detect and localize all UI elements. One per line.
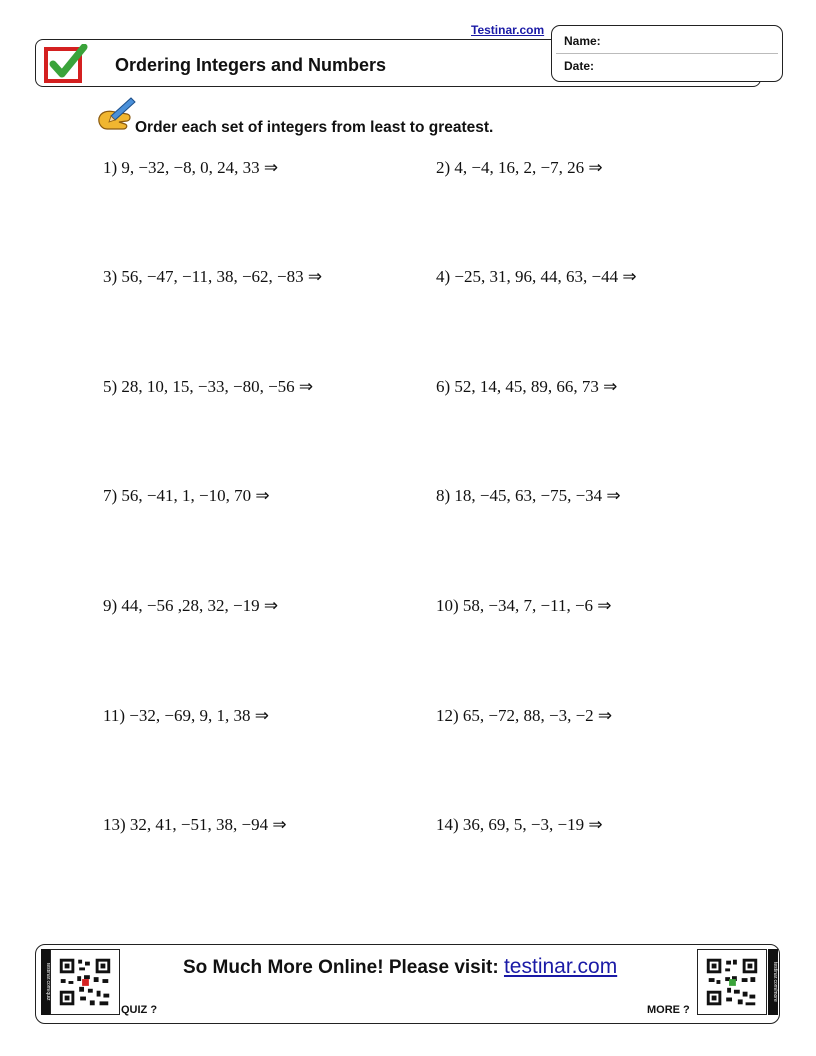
footer-message [183,955,617,979]
problem-5: 5) 28, 10, 15, −33, −80, −56 ⇒ [103,377,314,396]
checkbox-icon [44,44,88,84]
more-label: MORE ? [647,1004,690,1016]
problem-10: 10) 58, −34, 7, −11, −6 ⇒ [436,596,612,615]
right-qr-side-label: testinar.com/more [768,949,778,1015]
right-qr-code-icon[interactable] [697,949,767,1015]
quiz-label: QUIZ ? [121,1004,158,1016]
instruction-text: Order each set of integers from least to greatest. [135,119,494,136]
left-qr-code-icon[interactable] [50,949,120,1015]
worksheet-title: Ordering Integers and Numbers [115,55,387,75]
problem-6: 6) 52, 14, 45, 89, 66, 73 ⇒ [436,377,618,396]
name-field-label[interactable]: Name: [564,34,601,48]
problem-12: 12) 65, −72, 88, −3, −2 ⇒ [436,706,613,725]
pencil-hand-icon [97,96,137,134]
problem-13: 13) 32, 41, −51, 38, −94 ⇒ [103,815,287,834]
problem-2: 2) 4, −4, 16, 2, −7, 26 ⇒ [436,158,603,177]
footer-testinar-link[interactable]: testinar.com [503,955,618,978]
left-qr-side-label: testinar.com/quiz [41,949,51,1015]
problem-8: 8) 18, −45, 63, −75, −34 ⇒ [436,486,621,505]
problem-7: 7) 56, −41, 1, −10, 70 ⇒ [103,486,270,505]
problem-9: 9) 44, −56 ,28, 32, −19 ⇒ [103,596,279,615]
date-field-label[interactable]: Date: [564,59,595,73]
problem-1: 1) 9, −32, −8, 0, 24, 33 ⇒ [103,158,279,177]
testinar-link[interactable]: Testinar.com [471,23,545,37]
name-date-box [551,25,783,82]
problem-4: 4) −25, 31, 96, 44, 63, −44 ⇒ [436,267,637,286]
problem-14: 14) 36, 69, 5, −3, −19 ⇒ [436,815,603,834]
problem-11: 11) −32, −69, 9, 1, 38 ⇒ [103,706,269,725]
footer-message-text: So Much More Online! Please visit: [183,957,504,978]
problem-3: 3) 56, −47, −11, 38, −62, −83 ⇒ [103,267,323,286]
